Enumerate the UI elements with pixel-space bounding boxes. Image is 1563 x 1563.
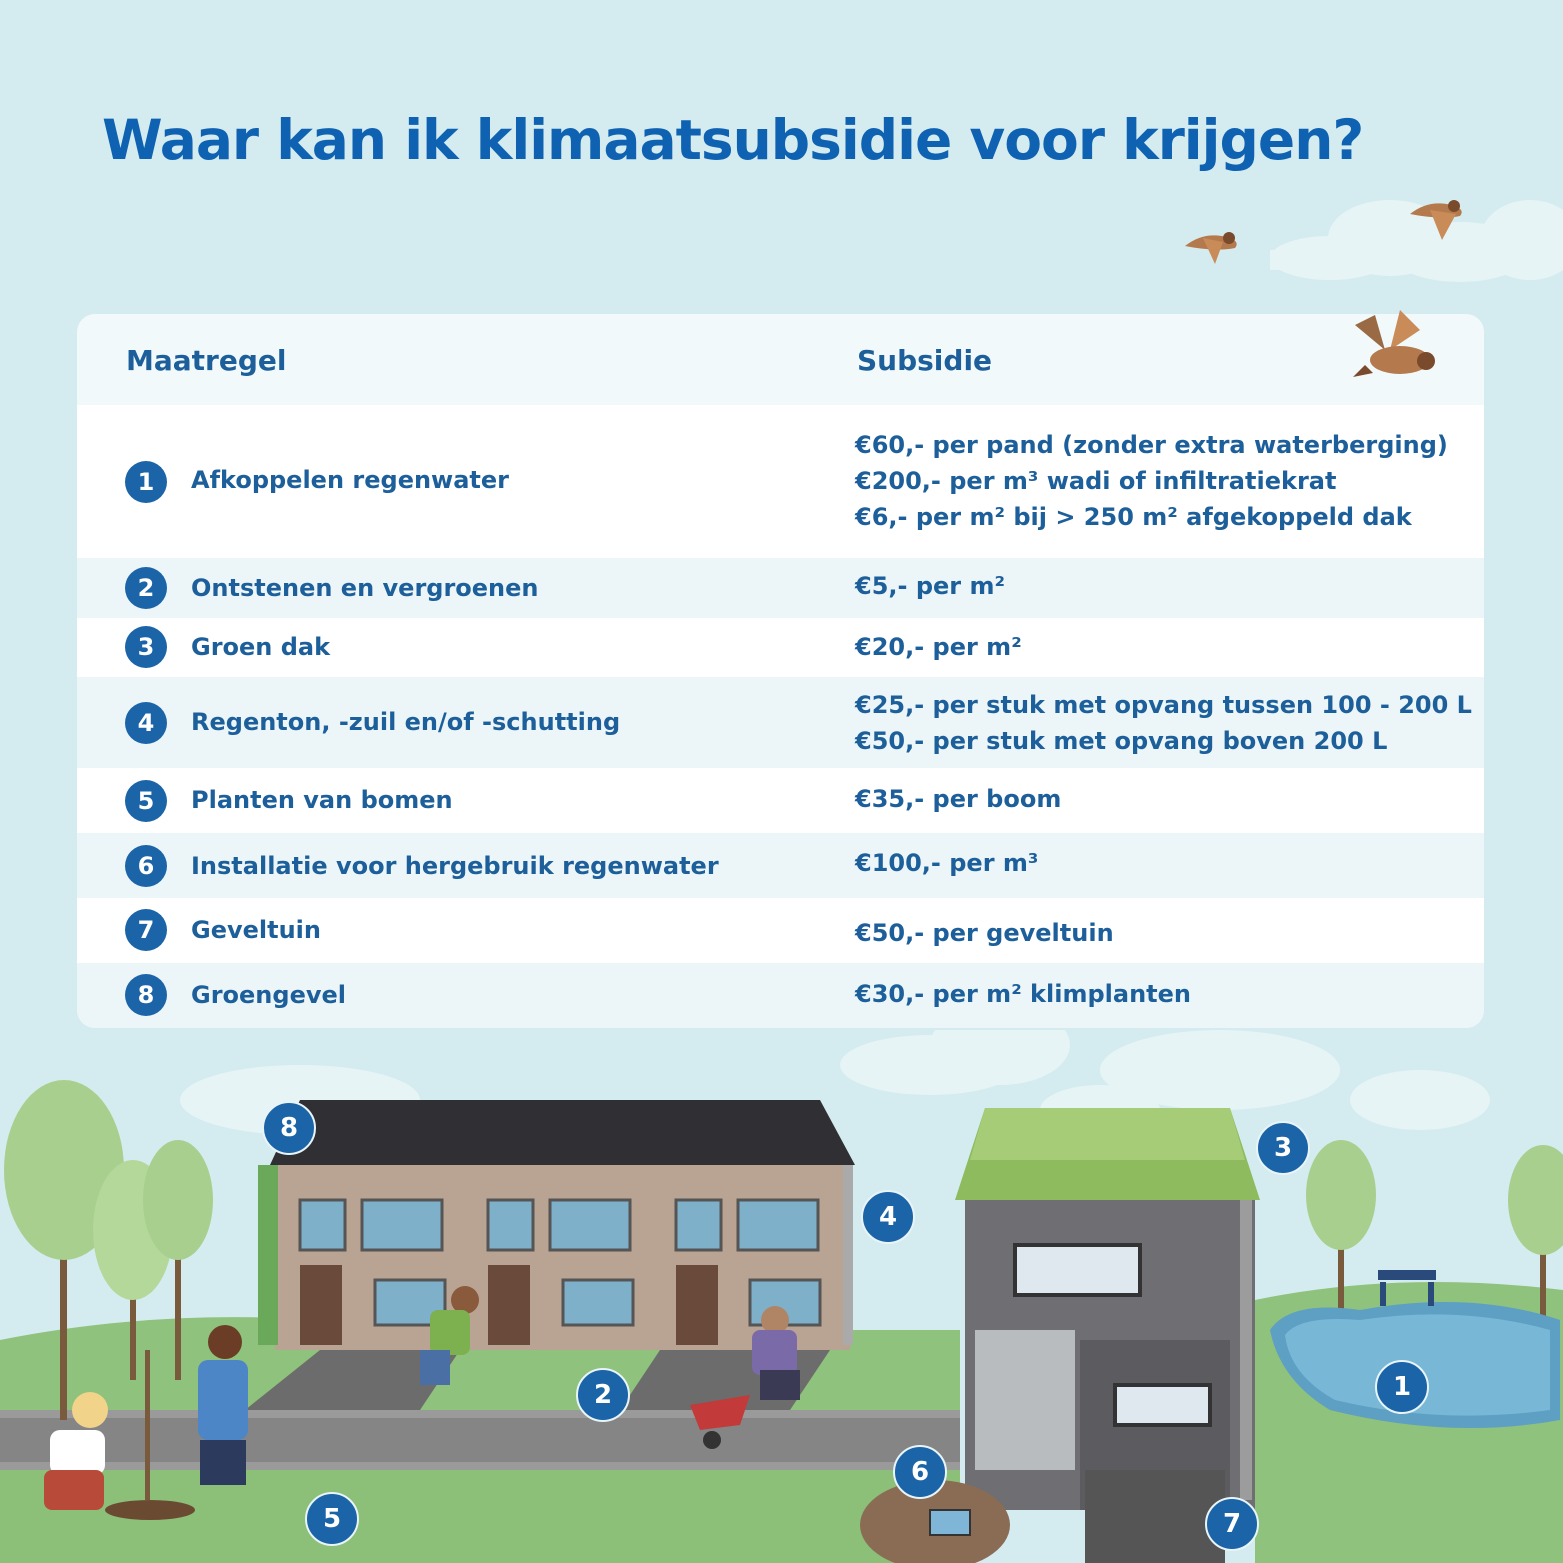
measure-label: Regenton, -zuil en/of -schutting <box>191 708 621 736</box>
measure-label: Planten van bomen <box>191 786 453 814</box>
illustration-marker: 5 <box>305 1492 359 1546</box>
illustration-marker: 7 <box>1205 1497 1259 1551</box>
row-number-badge: 7 <box>125 909 167 951</box>
measure-label: Groen dak <box>191 633 331 661</box>
row-number-badge: 4 <box>125 702 167 744</box>
row-number-badge: 5 <box>125 780 167 822</box>
column-header-subsidy: Subsidie <box>857 344 993 377</box>
bird-icon <box>1185 232 1237 264</box>
measure-label: Installatie voor hergebruik regenwater <box>191 852 719 880</box>
page-title: Waar kan ik klimaatsubsidie voor krijgen? <box>102 108 1364 172</box>
bird-icon <box>1350 305 1440 385</box>
column-header-measure: Maatregel <box>126 344 287 377</box>
row-number-badge: 1 <box>125 461 167 503</box>
illustration-marker: 4 <box>861 1190 915 1244</box>
illustration-marker: 8 <box>262 1101 316 1155</box>
subsidy-text: €50,- per geveltuin <box>855 919 1114 947</box>
subsidy-text: €35,- per boom <box>855 785 1062 813</box>
measure-label: Groengevel <box>191 981 346 1009</box>
subsidy-text: €20,- per m² <box>855 633 1022 661</box>
subsidy-text: €100,- per m³ <box>855 849 1039 877</box>
measure-label: Geveltuin <box>191 916 321 944</box>
measure-label: Ontstenen en vergroenen <box>191 574 539 602</box>
subsidy-text: €60,- per pand (zonder extra waterberging) €200,- per m³ wadi of infiltratiekrat €6,- per m² bij > 250 m² afgekoppeld dak <box>855 431 1448 531</box>
grey-house <box>955 1108 1260 1510</box>
subsidy-text: €30,- per m² klimplanten <box>855 980 1191 1008</box>
row-number-badge: 2 <box>125 567 167 609</box>
subsidy-text: €25,- per stuk met opvang tussen 100 - 200 L €50,- per stuk met opvang boven 200 L <box>855 691 1472 755</box>
illustration-marker: 3 <box>1256 1121 1310 1175</box>
illustration-marker: 2 <box>576 1368 630 1422</box>
measure-label: Afkoppelen regenwater <box>191 466 510 494</box>
neighborhood-illustration <box>0 1030 1563 1563</box>
row-number-badge: 6 <box>125 845 167 887</box>
subsidy-text: €5,- per m² <box>855 572 1005 600</box>
row-number-badge: 8 <box>125 974 167 1016</box>
illustration-marker: 6 <box>893 1445 947 1499</box>
illustration-marker: 1 <box>1375 1360 1429 1414</box>
row-number-badge: 3 <box>125 626 167 668</box>
